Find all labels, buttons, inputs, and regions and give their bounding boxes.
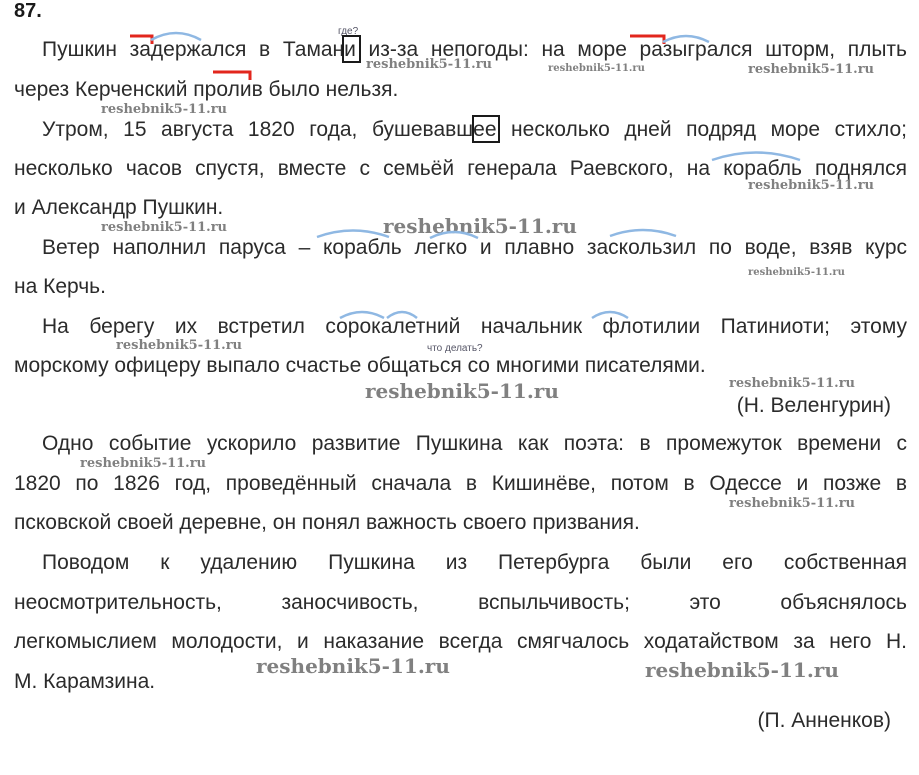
watermark: reshebnik5-11.ru <box>101 220 228 235</box>
watermark: reshebnik5-11.ru <box>748 178 875 193</box>
text-line-4: несколько часов спустя, вместе с семьёй генерала Раевского, на корабль поднялся <box>14 157 907 180</box>
watermark: reshebnik5-11.ru <box>365 379 559 403</box>
text-line-13: псковской своей деревне, он понял важность своего призвания. <box>14 511 640 534</box>
watermark: reshebnik5-11.ru <box>729 496 856 511</box>
hint-what-to-do: что делать? <box>427 343 483 354</box>
author-credit-1: (Н. Веленгурин) <box>736 394 891 417</box>
hint-where: где? <box>338 26 359 37</box>
watermark: reshebnik5-11.ru <box>101 102 228 117</box>
text-line-2: через Керченский пролив было нельзя. <box>14 78 399 101</box>
text-line-15: неосмотрительность, заносчивость, вспыльчивость; это объяснялось <box>14 591 907 614</box>
watermark: reshebnik5-11.ru <box>80 456 207 471</box>
watermark: reshebnik5-11.ru <box>548 63 645 74</box>
watermark: reshebnik5-11.ru <box>645 658 839 682</box>
text-line-16: легкомыслием молодости, и наказание всегда смягчалось ходатайством за него Н. <box>14 630 907 653</box>
watermark: reshebnik5-11.ru <box>748 62 875 77</box>
watermark: reshebnik5-11.ru <box>116 338 243 353</box>
text-line-3: Утром, 15 августа 1820 года, бушевавшее несколько дней подряд море стихло; <box>42 118 907 141</box>
text-line-14: Поводом к удалению Пушкина из Петербурга были его собственная <box>42 551 907 574</box>
text-line-8: На берегу их встретил сорокалетний начальник флотилии Патиниоти; этому <box>42 315 907 338</box>
watermark: reshebnik5-11.ru <box>366 57 493 72</box>
text-line-17: М. Карамзина. <box>14 670 156 693</box>
text-line-9: морскому офицеру выпало счастье общаться со многими писателями. <box>14 354 706 377</box>
text-line-11: Одно событие ускорило развитие Пушкина как поэта: в промежуток времени с <box>42 432 907 455</box>
watermark: reshebnik5-11.ru <box>383 214 577 238</box>
watermark: reshebnik5-11.ru <box>729 376 856 391</box>
text-line-1: Пушкин задержался в Тамани из-за непогоды: на море разыгрался шторм, плыть <box>42 38 907 61</box>
text-line-6: Ветер наполнил паруса – корабль легко и плавно заскользил по воде, взяв курс <box>42 236 907 259</box>
text-line-7: на Керчь. <box>14 275 106 298</box>
text-line-5: и Александр Пушкин. <box>14 196 224 219</box>
author-credit-2: (П. Анненков) <box>757 709 891 732</box>
text-line-12: 1820 по 1826 год, проведённый сначала в Кишинёве, потом в Одессе и позже в <box>14 472 907 495</box>
watermark: reshebnik5-11.ru <box>748 267 845 278</box>
exercise-number: 87. <box>14 0 42 22</box>
watermark: reshebnik5-11.ru <box>256 654 450 678</box>
